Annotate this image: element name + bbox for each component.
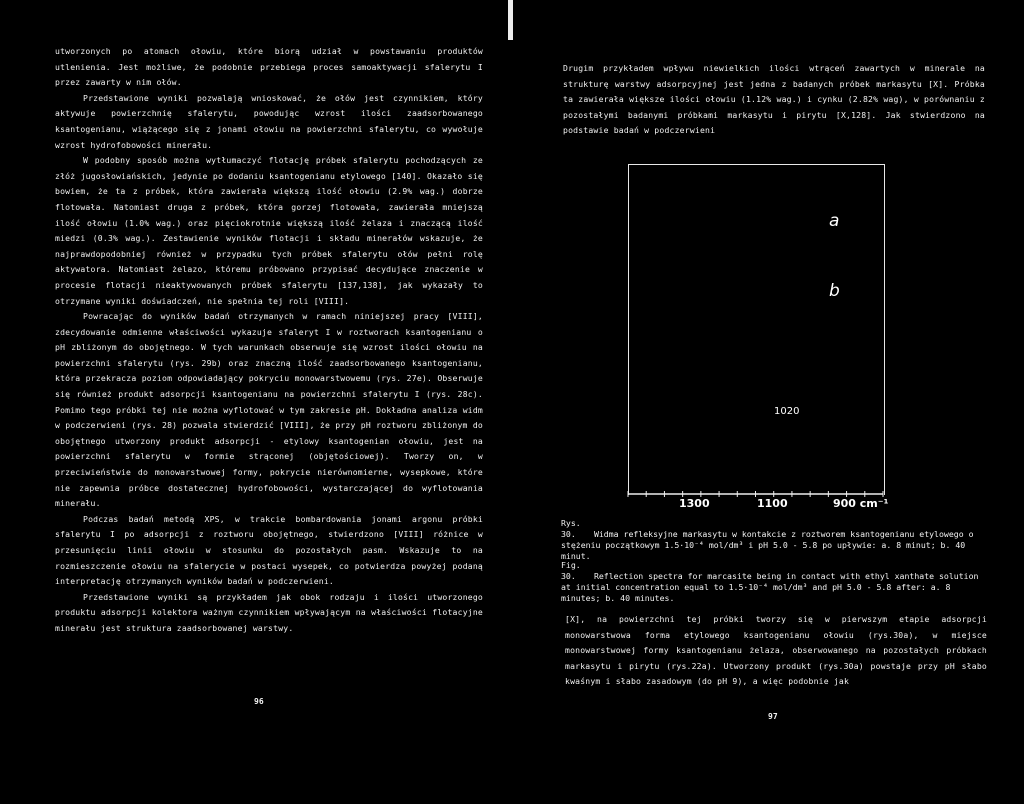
caption-polish-label: Rys. 30. — [561, 518, 581, 539]
right-page — [511, 0, 1024, 804]
paragraph-3: W podobny sposób można wytłumaczyć flotację próbek sfalerytu pochodzących ze złóż jugosłowiańskich, jedynie po dodaniu ksantogenianu etylowego [140]. Okazało się bowiem, że ta z próbek, która zawierała większą ilość ołowiu (2.9% wag.) dobrze flotowała. Natomiast druga z próbek, która gorzej flotowała, zawierała mniejszą ilość ołowiu (1.0% wag.) oraz pięciokrotnie większą ilość żelaza i znaczącą ilość miedzi (0.3% wag.). Zestawienie wyników flotacji i składu minerałów wskazuje, że najprawdopodobniej również w przypadku tych próbek sfalerytu ołów pełni rolę aktywatora. Natomiast żelazo, któremu próbowano przypisać decydujące znaczenie w procesie flotacji nieaktywowanych próbek sfalerytu [137,138], jak wykazały to otrzymane wyniki doświadczeń, nie spełnia tej roli [VIII]. — [55, 155, 483, 306]
caption-english-text: Reflection spectra for marcasite being in contact with ethyl xanthate solution at initial concentration equal to 1.5·10⁻⁴ mol/dm³ and pH 5.0 - 5.8 after: a. 8 minutes; b. 40 minutes. — [561, 571, 979, 603]
page-number-right: 97 — [768, 712, 778, 721]
peak-annotation-1020: 1020 — [774, 406, 800, 417]
x-tick-label-1300: 1300 — [679, 497, 710, 510]
right-top-paragraph: Drugim przykładem wpływu niewielkich ilości wtrąceń zawartych w minerale na strukturę warstwy adsorpcyjnej jest jedna z badanych próbek markasytu [X]. Próbka ta zawierała większe ilości ołowiu (1.12% wag.) i cynku (2.82% wag), w porównaniu z pozostałymi badanymi próbkami markasytu i pirytu [X,128]. Jak stwierdzono na podstawie badań w podczerwieni — [563, 63, 985, 136]
spectrum-chart — [511, 0, 1024, 520]
paragraph-2: Przedstawione wyniki pozwalają wnioskować, że ołów jest czynnikiem, który aktywuje powierzchnię sfalerytu, powodując wzrost ilości zaadsorbowanego ksantogenianu, wiążącego się z jonami ołowiu na powierzchni sfalerytu, co wywołuje wzrost hydrofobowości minerału. — [55, 92, 483, 150]
x-tick-label-1100: 1100 — [757, 497, 788, 510]
caption-english — [561, 560, 991, 604]
paragraph-6: Przedstawione wyniki są przykładem jak obok rodzaju i ilości utworzonego produktu adsorpcji kolektora ważnym czynnikiem wpływającym na właściwości flotacyjne minerału jest struktura zaadsorbowanej warstwy. — [55, 591, 483, 633]
caption-english-label: Fig. 30. — [561, 560, 581, 581]
paragraph-1: utworzonych po atomach ołowiu, które biorą udział w powstawaniu produktów utlenienia. Jest możliwe, że podobnie przebiega proces samoaktywacji sfalerytu I przez zawarty w nim ołów. — [55, 46, 483, 88]
x-tick-label-900: 900 cm⁻¹ — [833, 497, 889, 510]
caption-polish-text: Widma refleksyjne markasytu w kontakcie z roztworem ksantogenianu etylowego o stężeniu początkowym 1.5·10⁻⁴ mol/dm³ i pH 5.0 - 5.8 po upływie: a. 8 minut; b. 40 minut. — [561, 529, 974, 561]
left-page — [0, 0, 505, 804]
left-page-body — [55, 44, 483, 637]
paragraph-5: Podczas badań metodą XPS, w trakcie bombardowania jonami argonu próbki sfalerytu I po adsorpcji z roztworu obojętnego, stwierdzono [VIII] różnice w przesunięciu linii ołowiu w stosunku do pozostałych pasm. Wskazuje to na rozmieszczenie ołowiu na sfalerycie w postaci wysepek, co potwierdza powyżej podaną interpretację otrzymanych wyników badań w podczerwieni. — [55, 513, 483, 587]
curve-label-b: b — [829, 281, 840, 301]
paragraph-4: Powracając do wyników badań otrzymanych w ramach niniejszej pracy [VIII], zdecydowanie odmienne właściwości wykazuje sfaleryt I w roztworach ksantogenianu o pH zbliżonym do obojętnego. W tych warunkach obserwuje się wzrost ilości ołowiu na powierzchni sfalerytu (rys. 29b) oraz znaczną ilość zaadsorbowanego ksantogenianu, która przekracza poziom odpowiadający pokryciu monowarstwowemu (rys. 27e). Obserwuje się również produkt adsorpcji ksantogenianu na powierzchni sfalerytu I (rys. 28c). Pomimo tego próbki tej nie można wyflotować w tym zakresie pH. Dokładna analiza widm w podczerwieni (rys. 28) pozwala stwierdzić [VIII], że przy pH roztworu zbliżonym do obojętnego utworzony produkt adsorpcji - etylowy ksantogenian ołowiu, jest na powierzchni sfalerytu w formie strąconej (objętościowej). Tworzy on, w przeciwieństwie do monowarstwowej formy, pokrycie nierównomierne, wysepkowe, które nie zapewnia próbce dostatecznej hydrofobowości, wystarczającej do wyflotowania minerału. — [55, 311, 483, 509]
caption-polish — [561, 518, 991, 562]
right-bottom-paragraph: [X], na powierzchni tej próbki tworzy się w pierwszym etapie adsorpcji monowarstwowa forma etylowego ksantogenianu ołowiu (rys.30a), w miejsce monowarstwowej formy ksantogenianu żelaza, obserwowanego na pozostałych próbkach markasytu i pirytu (rys.22a). Utworzony produkt (rys.30a) powstaje przy pH słabo kwaśnym i słabo zasadowym (do pH 9), a więc podobnie jak — [565, 614, 987, 687]
curve-label-a: a — [829, 211, 840, 231]
page-number-left: 96 — [254, 697, 264, 706]
